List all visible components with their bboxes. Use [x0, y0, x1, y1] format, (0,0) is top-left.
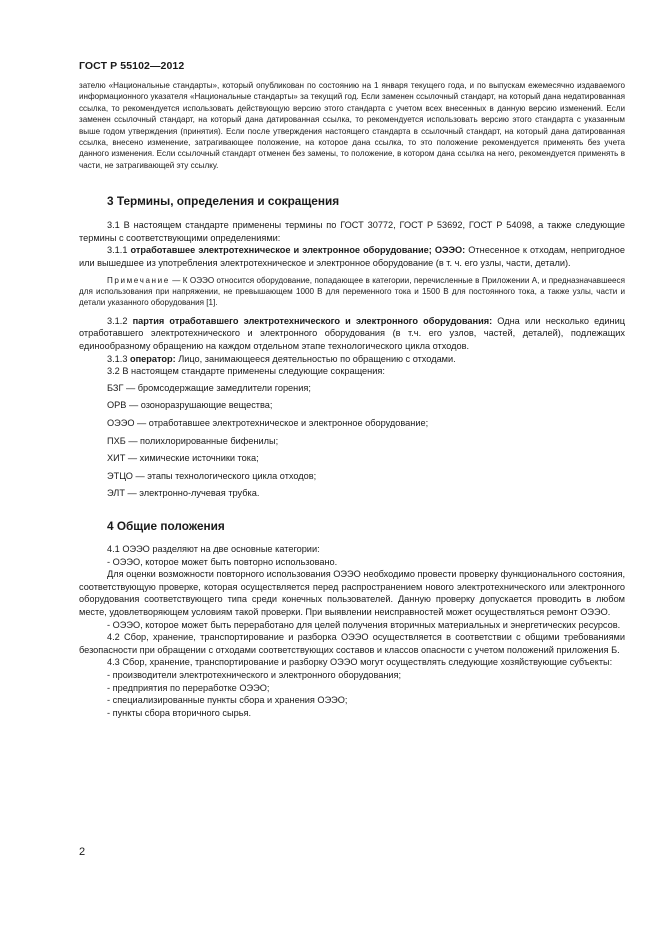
- term-3-1-1-definition: Отнесенное к отходам, непригодное или вышедшее из употребления электротехническое и электронное оборудование (в т. ч. его узлы, части, детали).: [79, 245, 625, 269]
- abbreviation-item: БЗГ — бромсодержащие замедлители горения;: [107, 382, 311, 393]
- term-3-1-1-title: отработавшее электротехническое и электронное оборудование; ОЭЭО:: [130, 245, 466, 256]
- page-content: [79, 80, 625, 719]
- entity-item: - специализированные пункты сбора и хранения ОЭЭО;: [107, 695, 348, 706]
- term-3-1-3-number: 3.1.3: [107, 353, 130, 364]
- term-3-1-3-title: оператор:: [130, 353, 176, 364]
- entity-list: [79, 669, 625, 719]
- paragraph-4-2: 4.2 Сбор, хранение, транспортирование и разборка ОЭЭО осуществляется в соответствии с общими требованиями безопасности при обращении с отходами соответствующих составов и классов опасности с учетом положений приложения Б.: [79, 632, 625, 655]
- page-number: 2: [79, 846, 86, 858]
- entity-item: - предприятия по переработке ОЭЭО;: [107, 682, 270, 693]
- paragraph-4-1: 4.1 ОЭЭО разделяют на две основные категории:: [107, 543, 320, 554]
- intro-paragraph: зателю «Национальные стандарты», который опубликован по состоянию на 1 января текущего года, и по выпускам ежемесячно издаваемого информационного указателя «Национальные стандарты» за текущий год. Если заменен ссылочный стандарт, на который дана недатированная ссылка, то рекомендуется использовать действующую версию этого стандарта с учетом всех внесенных в данную версию изменений. Если заменен ссылочный стандарт, на который дана датированная ссылка, то рекомендуется использовать версию этого стандарта с указанным выше годом утверждения (принятия). Если после утверждения настоящего стандарта в ссылочный стандарт, на который дана датированная ссылка, внесено изменение, затрагивающее положение, на которое дана ссылка, то это положение рекомендуется применять без учета данного изменения. Если ссылочный стандарт отменен без замены, то положение, в котором дана ссылка на него, рекомендуется применять в части, не затрагивающей эту ссылку.: [79, 81, 625, 170]
- note-label: Примечание: [107, 275, 170, 285]
- paragraph-4-3: 4.3 Сбор, хранение, транспортирование и разборку ОЭЭО могут осуществлять следующие хозяйствующие субъекты:: [107, 657, 613, 668]
- paragraph-3-1: 3.1 В настоящем стандарте применены термины по ГОСТ 30772, ГОСТ Р 53692, ГОСТ Р 54098, а также следующие термины с соответствующими определениями:: [79, 220, 625, 243]
- abbreviation-item: ХИТ — химические источники тока;: [107, 453, 259, 464]
- term-3-1-2: [79, 315, 625, 353]
- paragraph-3-2: 3.2 В настоящем стандарте применены следующие сокращения:: [107, 366, 385, 377]
- term-3-1-1: [79, 244, 625, 269]
- paragraph-functional-check: Для оценки возможности повторного использования ОЭЭО необходимо провести проверку функционального состояния, соответствующую проверке, которая осуществляется перед распространением нового электротехнического или электронного оборудования соответствующего типа среди конечных пользователей. Данную проверку допускается проводить в любом месте, удовлетворяющем условиям такой проверки. При выявлении неисправностей может осуществляться ремонт ОЭЭО.: [79, 569, 625, 617]
- abbreviation-item: ПХБ — полихлорированные бифенилы;: [107, 435, 279, 446]
- abbreviation-item: ОРВ — озоноразрушающие вещества;: [107, 400, 273, 411]
- abbreviation-item: ЭТЦО — этапы технологического цикла отходов;: [107, 470, 317, 481]
- term-3-1-2-definition: Одна или несколько единиц отработавшего электротехнического и электронного оборудования (в т.ч. его узлов, частей, деталей), подлежащих единообразному обращению на каждом отдельном этапе технологического цикла отходов.: [79, 315, 625, 352]
- category-item-recycle: - ОЭЭО, которое может быть переработано для целей получения вторичных материальных и энергетических ресурсов.: [107, 619, 621, 630]
- document-header: ГОСТ Р 55102—2012: [79, 60, 185, 72]
- section-4-heading: 4 Общие положения: [107, 518, 225, 533]
- abbreviation-item: ОЭЭО — отработавшее электротехническое и электронное оборудование;: [107, 418, 429, 428]
- term-3-1-2-number: 3.1.2: [107, 315, 133, 326]
- entity-item: - пункты сбора вторичного сырья.: [107, 707, 252, 718]
- abbreviation-item: ЭЛТ — электронно-лучевая трубка.: [107, 488, 260, 499]
- abbreviation-list: [79, 380, 625, 503]
- term-3-1-3: [79, 353, 625, 366]
- section-3-heading: 3 Термины, определения и сокращения: [107, 194, 340, 209]
- term-3-1-3-definition: Лицо, занимающееся деятельностью по обращению с отходами.: [175, 353, 456, 364]
- category-item-reuse: - ОЭЭО, которое может быть повторно использовано.: [107, 556, 338, 567]
- entity-item: - производители электротехнического и электронного оборудования;: [107, 669, 402, 680]
- note-paragraph: [79, 275, 625, 309]
- note-text: — К ОЭЭО относится оборудование, попадающее в категории, перечисленные в Приложении А, и предназначавшееся для использования при напряжении, не превышающем 1000 В для переменного тока и 1500 В для постоянного тока, а также узлы, части и детали указанного оборудования [1].: [79, 275, 625, 308]
- term-3-1-1-number: 3.1.1: [107, 245, 131, 256]
- term-3-1-2-title: партия отработавшего электротехнического и электронного оборудования:: [132, 315, 493, 326]
